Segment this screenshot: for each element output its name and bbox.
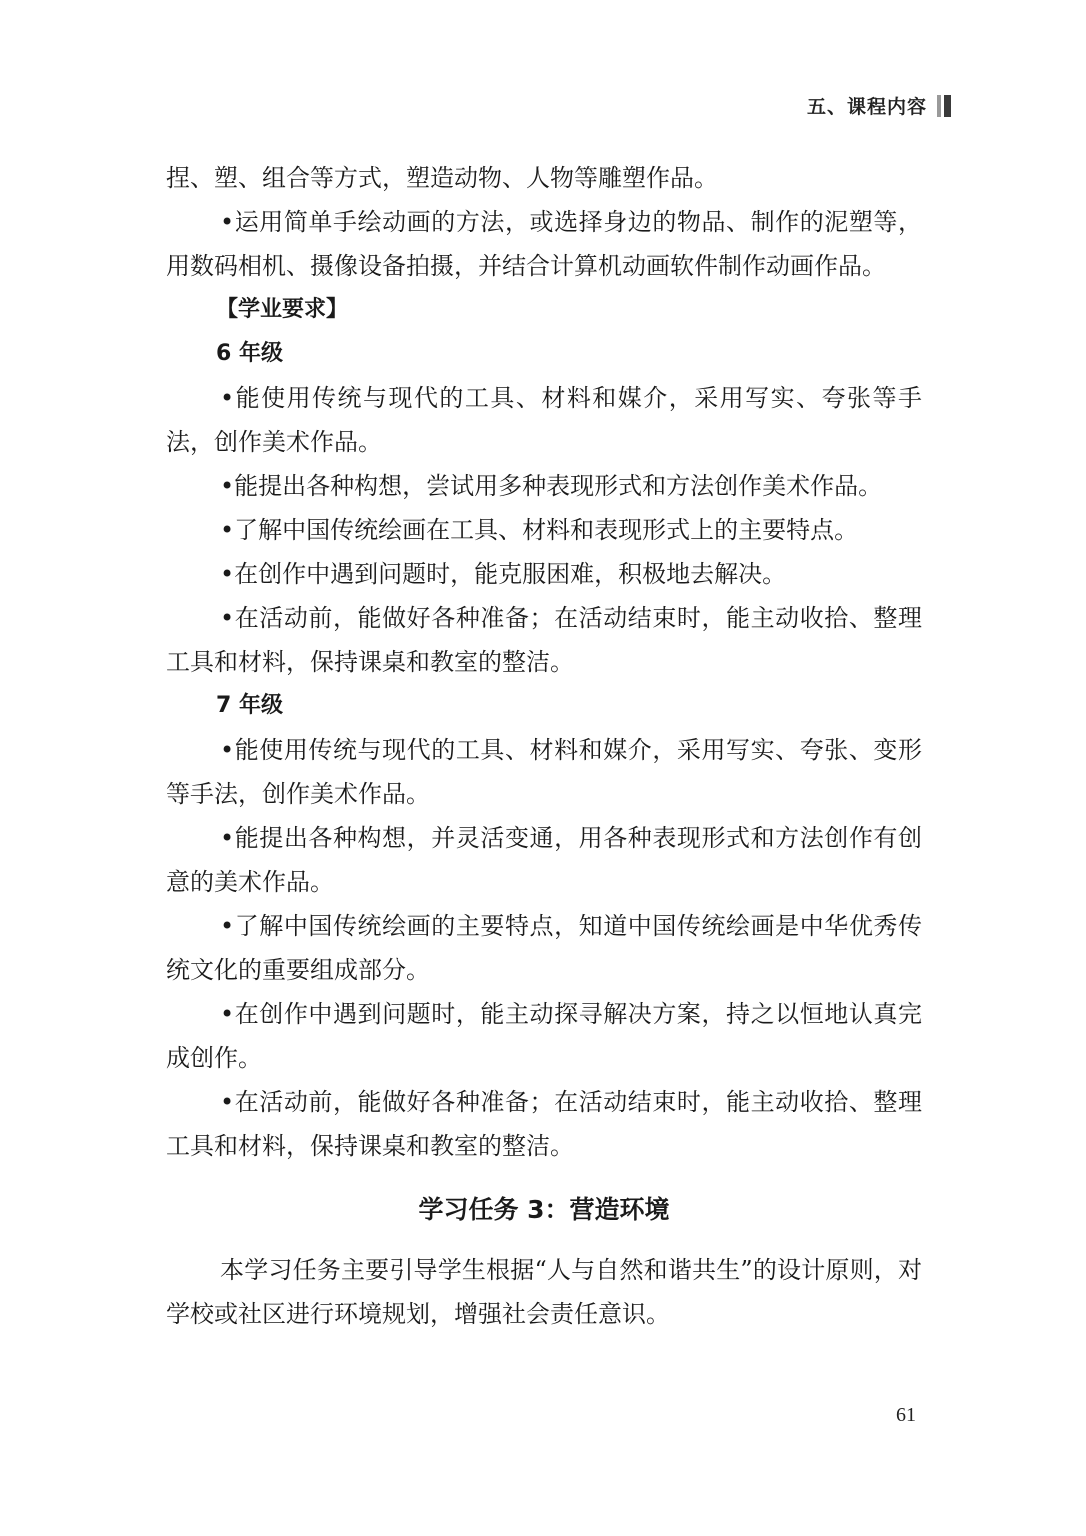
- paragraph: •运用简单手绘动画的方法，或选择身边的物品、制作的泥塑等，用数码相机、摄像设备拍摄，并结合计算机动画软件制作动画作品。: [166, 208, 922, 280]
- body-text: [166, 156, 922, 1336]
- task3-intro: 本学习任务主要引导学生根据“人与自然和谐共生”的设计原则，对学校或社区进行环境规划，增强社会责任意识。: [166, 1256, 922, 1328]
- page-number: 61: [896, 1404, 916, 1426]
- paragraph: 捏、塑、组合等方式，塑造动物、人物等雕塑作品。: [166, 164, 718, 192]
- grade7-item: •在创作中遇到问题时，能主动探寻解决方案，持之以恒地认真完成创作。: [166, 1000, 922, 1072]
- grade7-item: •在活动前，能做好各种准备；在活动结束时，能主动收拾、整理工具和材料，保持课桌和教室的整洁。: [166, 1088, 922, 1160]
- running-head-text: 五、课程内容: [806, 96, 927, 118]
- grade6-heading: 6 年级: [216, 341, 283, 366]
- grade6-item: •在活动前，能做好各种准备；在活动结束时，能主动收拾、整理工具和材料，保持课桌和教室的整洁。: [166, 604, 922, 676]
- grade7-item: •能使用传统与现代的工具、材料和媒介，采用写实、夸张、变形等手法，创作美术作品。: [166, 736, 922, 808]
- grade7-item: •能提出各种构想，并灵活变通，用各种表现形式和方法创作有创意的美术作品。: [166, 824, 922, 896]
- grade6-item: •在创作中遇到问题时，能克服困难，积极地去解决。: [220, 560, 787, 588]
- running-head: [807, 92, 951, 119]
- grade7-heading: 7 年级: [216, 693, 283, 718]
- grade6-item: •了解中国传统绘画在工具、材料和表现形式上的主要特点。: [220, 516, 859, 544]
- grade6-item: •能提出各种构想，尝试用多种表现形式和方法创作美术作品。: [220, 472, 883, 500]
- academic-requirements-heading: 【学业要求】: [216, 297, 349, 322]
- grade7-item: •了解中国传统绘画的主要特点，知道中国传统绘画是中华优秀传统文化的重要组成部分。: [166, 912, 922, 984]
- grade6-item: •能使用传统与现代的工具、材料和媒介，采用写实、夸张等手法，创作美术作品。: [166, 384, 922, 456]
- running-head-bars-icon: [937, 95, 951, 117]
- task3-title: 学习任务 3：营造环境: [418, 1195, 670, 1224]
